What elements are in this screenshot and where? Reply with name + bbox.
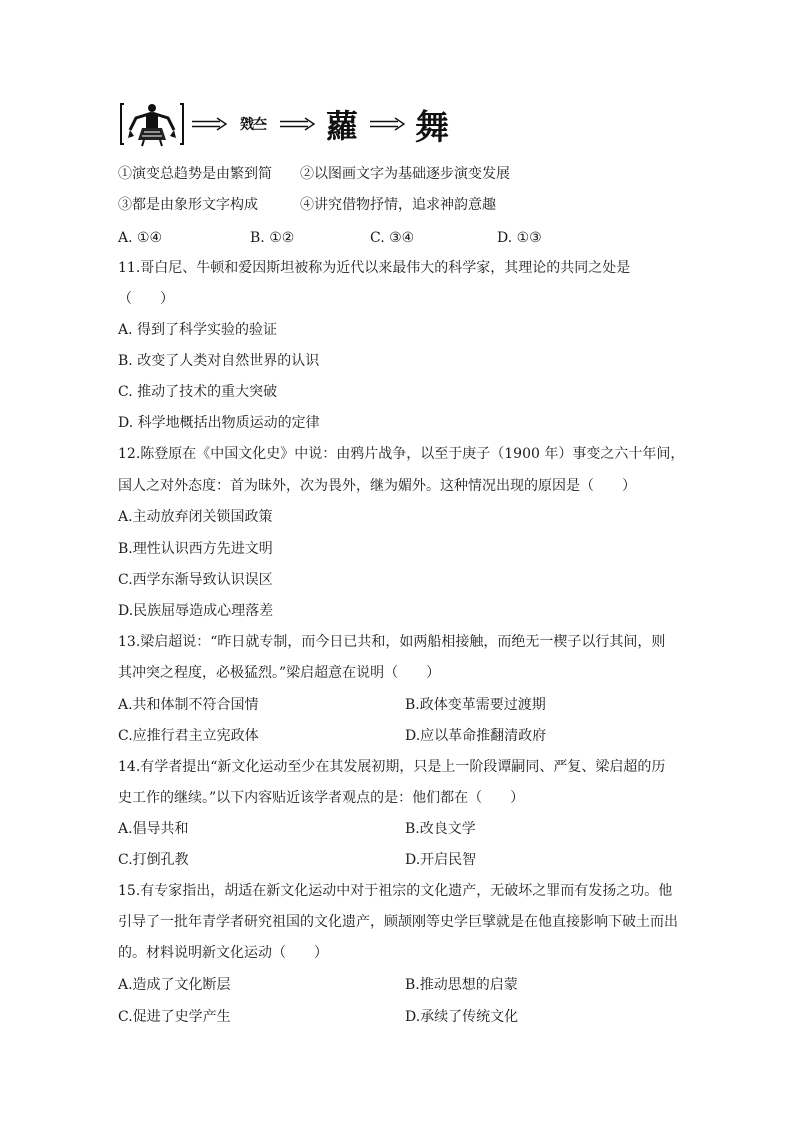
q15-option-b[interactable]: B.推动思想的启蒙 <box>405 977 518 993</box>
q10-option-d[interactable]: D. ①③ <box>497 230 542 246</box>
q11-option-c[interactable]: C. 推动了技术的重大突破 <box>118 384 278 400</box>
q14-option-b[interactable]: B.改良文学 <box>405 821 476 837</box>
q15-option-c[interactable]: C.促进了史学产生 <box>118 1009 231 1025</box>
q12-option-d[interactable]: D.民族屈辱造成心理落差 <box>118 603 274 619</box>
glyph-stage-4: 舞 <box>415 107 449 148</box>
q10-option-a[interactable]: A. ①④ <box>118 230 163 246</box>
glyph-stage-3: 蘿 <box>325 107 358 145</box>
q10-statement-2: ②以图画文字为基础逐步演变发展 <box>300 166 510 182</box>
q15-option-d[interactable]: D.承续了传统文化 <box>405 1009 519 1025</box>
q11-stem-line-2: （ ） <box>118 291 174 307</box>
q12-stem-line-1: 12.陈登原在《中国文化史》中说：由鸦片战争，以至于庚子（1900 年）事变之六十年间， <box>118 446 685 462</box>
q12-stem-line-2: 国人之对外态度：首为昧外，次为畏外，继为媚外。这种情况出现的原因是（ ） <box>118 478 636 494</box>
q10-statement-4: ④讲究借物抒情，追求神韵意趣 <box>300 197 496 213</box>
double-arrow-icon <box>190 117 228 131</box>
q14-stem-line-2: 史工作的继续。”以下内容贴近该学者观点的是：他们都在（ ） <box>118 790 525 806</box>
q12-option-c[interactable]: C.西学东渐导致认识误区 <box>118 572 273 588</box>
q10-option-c[interactable]: C. ③④ <box>370 230 415 246</box>
q15-stem-line-1: 15.有专家指出，胡适在新文化运动中对于祖宗的文化遗产，无破坏之罪而有发扬之功。他 <box>118 883 673 899</box>
q10-option-b[interactable]: B. ①② <box>250 230 295 246</box>
character-evolution-strip <box>118 100 454 148</box>
q14-stem-line-1: 14.有学者提出“新文化运动至少在其发展初期，只是上一阶段谭嗣同、严复、梁启超的历 <box>118 759 666 775</box>
pictograph-dancer-image <box>118 100 186 148</box>
glyph-stage-2: 戣夳 <box>240 117 266 133</box>
double-arrow-icon <box>368 117 406 131</box>
q11-option-d[interactable]: D. 科学地概括出物质运动的定律 <box>118 415 320 431</box>
q12-option-a[interactable]: A.主动放弃闭关锁国政策 <box>118 509 273 525</box>
q13-stem-line-1: 13.梁启超说：“昨日就专制，而今日已共和，如两船相接触，而绝无一楔子以行其间，则 <box>118 634 666 650</box>
q14-option-c[interactable]: C.打倒孔教 <box>118 852 189 868</box>
q13-option-d[interactable]: D.应以革命推翻清政府 <box>405 728 547 744</box>
q11-option-a[interactable]: A. 得到了科学实验的验证 <box>118 322 278 338</box>
q13-option-b[interactable]: B.政体变革需要过渡期 <box>405 697 546 713</box>
q13-option-c[interactable]: C.应推行君主立宪政体 <box>118 728 259 744</box>
q11-option-b[interactable]: B. 改变了人类对自然世界的认识 <box>118 353 320 369</box>
q14-option-a[interactable]: A.倡导共和 <box>118 821 189 837</box>
q14-option-d[interactable]: D.开启民智 <box>405 852 477 868</box>
q15-stem-line-2: 引导了一批年青学者研究祖国的文化遗产，顾颉刚等史学巨擘就是在他直接影响下破土而出 <box>118 914 678 930</box>
q10-statement-3: ③都是由象形文字构成 <box>118 197 258 213</box>
double-arrow-icon <box>278 117 316 131</box>
q13-stem-line-2: 其冲突之程度，必极猛烈。”梁启超意在说明（ ） <box>118 665 441 681</box>
q12-option-b[interactable]: B.理性认识西方先进文明 <box>118 541 273 557</box>
q15-option-a[interactable]: A.造成了文化断层 <box>118 977 231 993</box>
q10-statement-1: ①演变总趋势是由繁到简 <box>118 166 272 182</box>
q13-option-a[interactable]: A.共和体制不符合国情 <box>118 697 259 713</box>
q11-stem-line-1: 11.哥白尼、牛顿和爱因斯坦被称为近代以来最伟大的科学家，其理论的共同之处是 <box>118 260 631 276</box>
q15-stem-line-3: 的。材料说明新文化运动（ ） <box>118 945 328 961</box>
